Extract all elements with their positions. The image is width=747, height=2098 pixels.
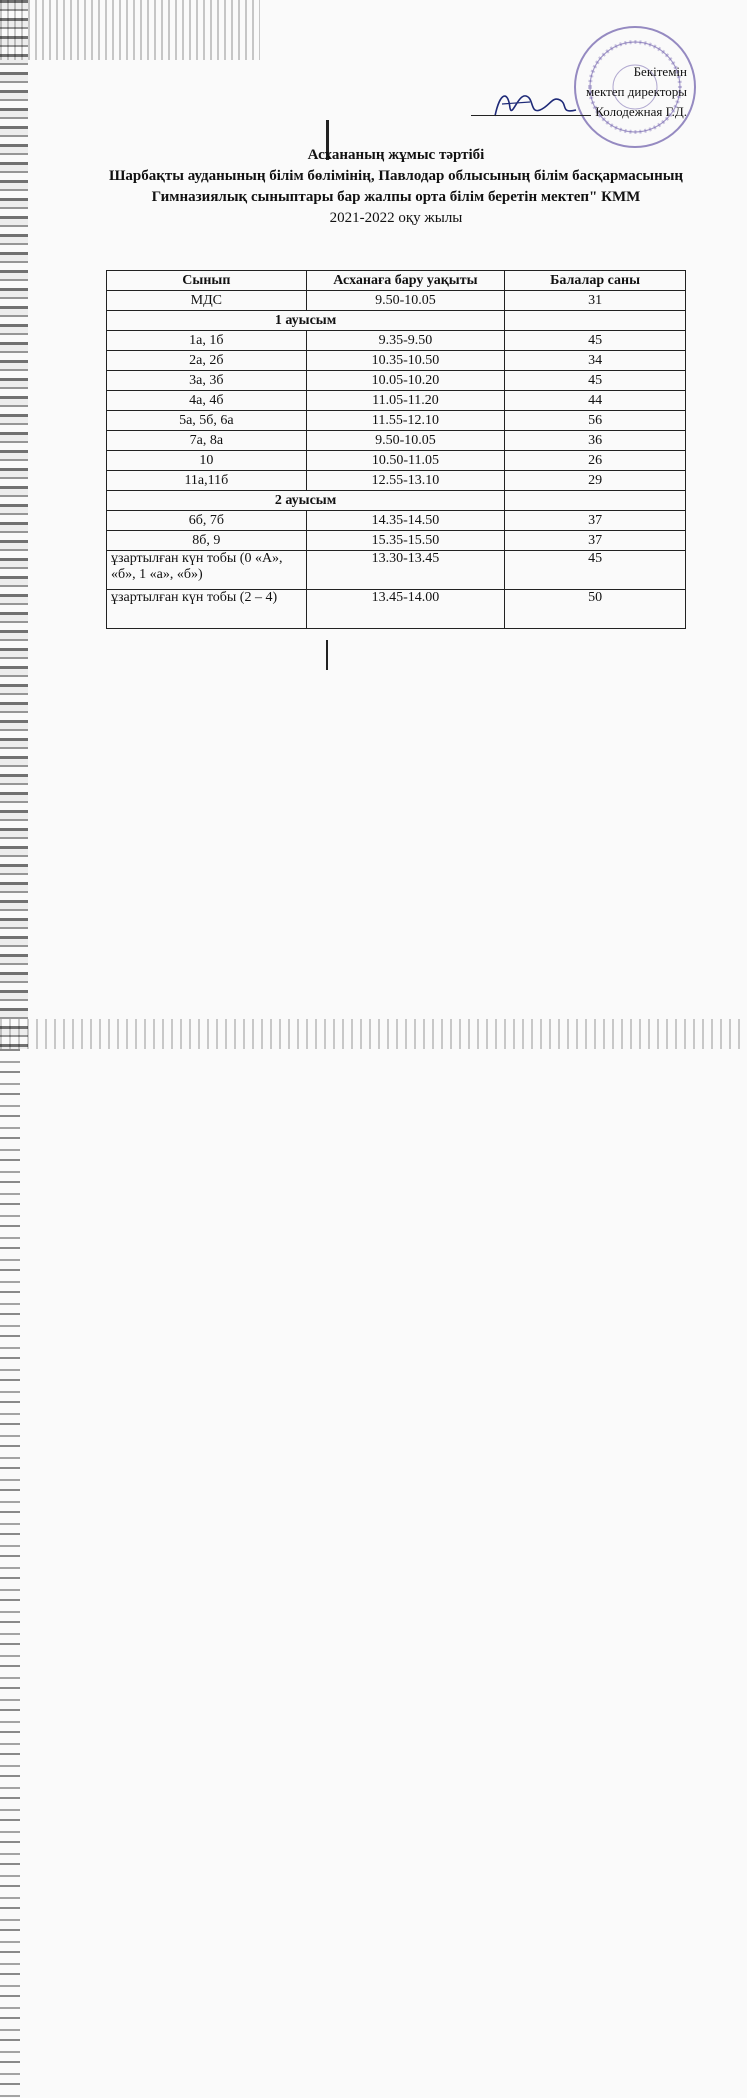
cell-time: 14.35-14.50 <box>306 511 504 531</box>
cell-empty <box>505 491 686 511</box>
cell-time: 13.30-13.45 <box>306 551 504 590</box>
cell-count: 45 <box>505 371 686 391</box>
cell-class: 8б, 9 <box>107 531 307 551</box>
cell-class: 6б, 7б <box>107 511 307 531</box>
scan-mark <box>326 640 328 670</box>
table-row <box>107 351 686 371</box>
table-row <box>107 431 686 451</box>
cell-empty <box>505 311 686 331</box>
cell-count: 29 <box>505 471 686 491</box>
cell-time: 15.35-15.50 <box>306 531 504 551</box>
cell-class: ұзартылған күн тобы (2 – 4) <box>107 590 307 629</box>
cell-count: 36 <box>505 431 686 451</box>
table-row <box>107 411 686 431</box>
shift-row <box>107 311 686 331</box>
table-row <box>107 590 686 629</box>
cell-count: 44 <box>505 391 686 411</box>
cell-count: 31 <box>505 291 686 311</box>
cell-count: 37 <box>505 531 686 551</box>
table-row <box>107 371 686 391</box>
cell-time: 11.55-12.10 <box>306 411 504 431</box>
approval-name-line <box>471 102 687 122</box>
cell-time: 10.05-10.20 <box>306 371 504 391</box>
cell-count: 56 <box>505 411 686 431</box>
table-row <box>107 511 686 531</box>
cell-time: 11.05-11.20 <box>306 391 504 411</box>
title-year: 2021-2022 оқу жылы <box>329 210 463 226</box>
table-row <box>107 391 686 411</box>
cell-time: 10.50-11.05 <box>306 451 504 471</box>
table-row <box>107 531 686 551</box>
cell-count: 45 <box>505 551 686 590</box>
cell-count: 26 <box>505 451 686 471</box>
table-row <box>107 291 686 311</box>
header-time: Асханаға бару уақыты <box>306 271 504 291</box>
cell-time: 9.50-10.05 <box>306 291 504 311</box>
cell-class: МДС <box>107 291 307 311</box>
table-row <box>107 471 686 491</box>
scan-noise-top <box>0 0 260 60</box>
scan-noise-left <box>0 0 28 1049</box>
table-row <box>107 551 686 590</box>
scan-noise-right <box>0 1049 20 2098</box>
scan-noise-bottom <box>0 1019 747 1049</box>
shift-1-label: 1 ауысым <box>107 311 505 331</box>
approval-position: мектеп директоры <box>585 84 687 99</box>
approval-name: Колодежная Г.Д. <box>595 104 687 119</box>
cell-time: 12.55-13.10 <box>306 471 504 491</box>
cell-class: 5а, 5б, 6а <box>107 411 307 431</box>
cell-count: 37 <box>505 511 686 531</box>
cell-class: ұзартылған күн тобы (0 «А», «б», 1 «а», «б») <box>107 551 307 590</box>
approval-title: Бекітемін <box>633 64 687 79</box>
signature-line <box>471 115 591 116</box>
cell-class: 11а,11б <box>107 471 307 491</box>
cell-class: 1а, 1б <box>107 331 307 351</box>
cell-class: 4а, 4б <box>107 391 307 411</box>
table-row <box>107 331 686 351</box>
cell-count: 45 <box>505 331 686 351</box>
table-row <box>107 451 686 471</box>
cell-class: 3а, 3б <box>107 371 307 391</box>
table-header-row <box>107 271 686 291</box>
title-organization: Шарбақты ауданының білім бөлімінің, Павлодар облысының білім басқармасының Гимназиялық сыныптары бар жалпы орта білім беретін мектеп" КММ <box>108 168 684 205</box>
header-count: Балалар саны <box>505 271 686 291</box>
approval-block <box>471 62 687 122</box>
document-title <box>96 145 696 229</box>
shift-row <box>107 491 686 511</box>
cell-count: 50 <box>505 590 686 629</box>
cell-time: 10.35-10.50 <box>306 351 504 371</box>
cell-class: 10 <box>107 451 307 471</box>
shift-2-label: 2 ауысым <box>107 491 505 511</box>
cell-class: 7а, 8а <box>107 431 307 451</box>
cell-time: 9.35-9.50 <box>306 331 504 351</box>
cell-count: 34 <box>505 351 686 371</box>
schedule-table <box>106 270 686 629</box>
header-class: Сынып <box>107 271 307 291</box>
title-main: Асхананың жұмыс тәртібі <box>307 147 485 163</box>
cell-time: 13.45-14.00 <box>306 590 504 629</box>
cell-class: 2а, 2б <box>107 351 307 371</box>
cell-time: 9.50-10.05 <box>306 431 504 451</box>
